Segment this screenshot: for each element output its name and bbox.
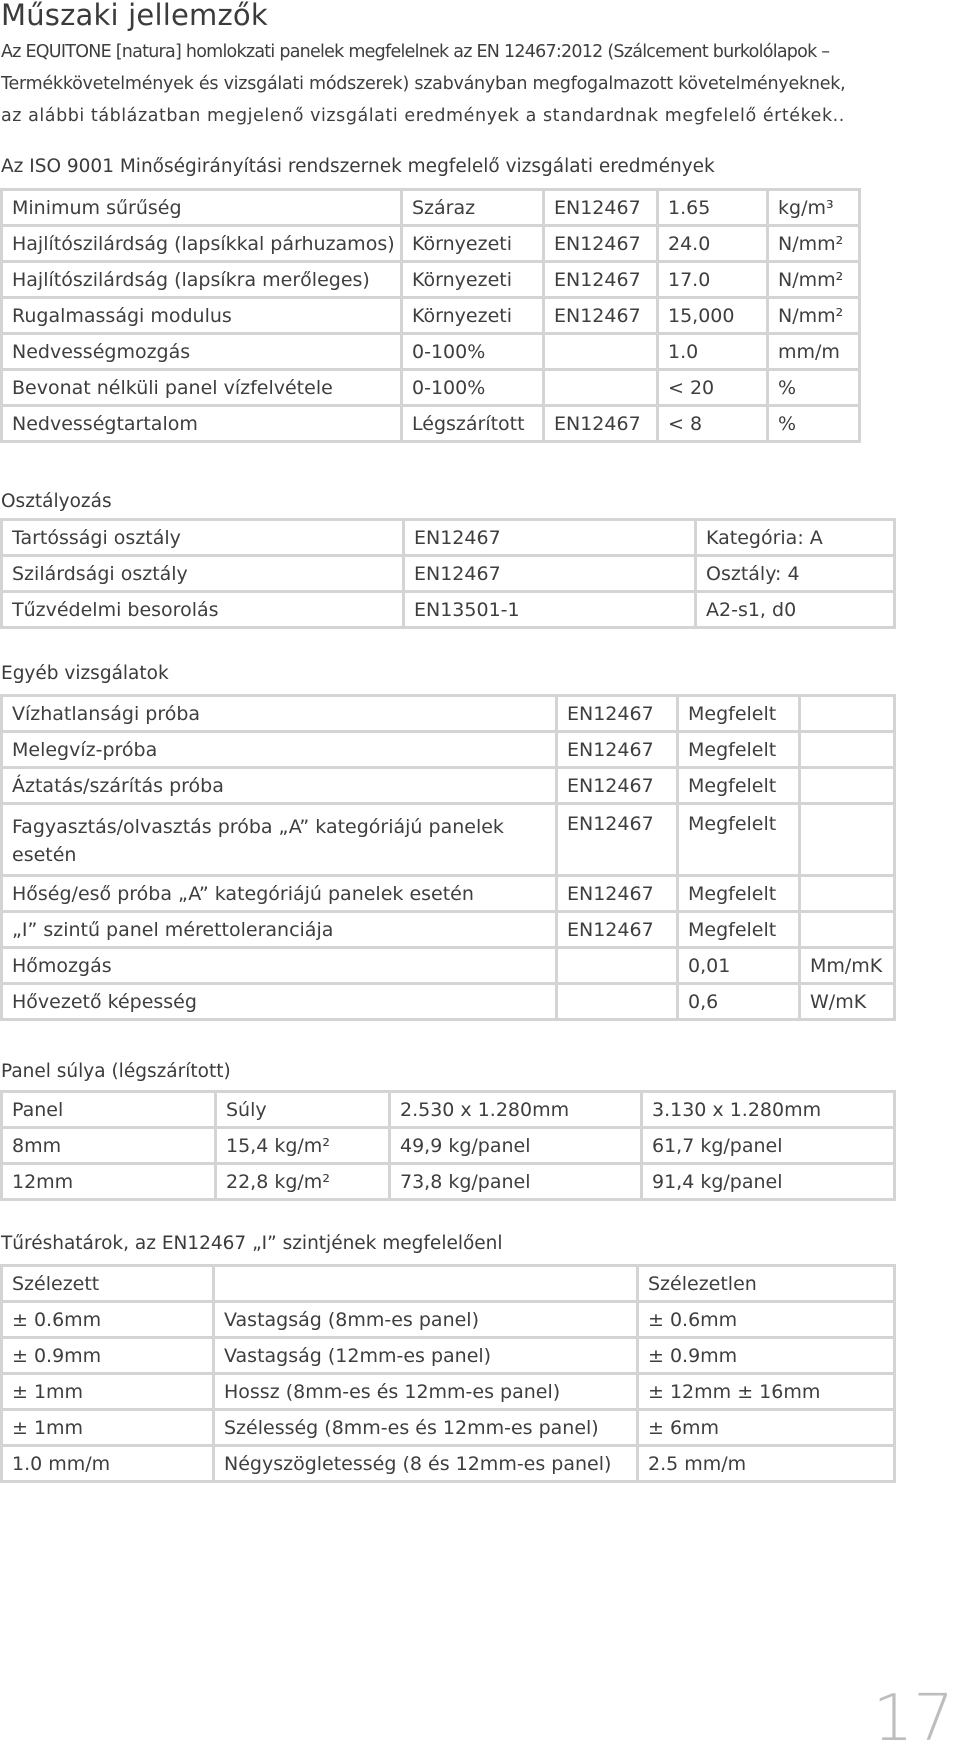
table-cell: Vastagság (8mm-es panel) bbox=[214, 1302, 638, 1338]
table-row bbox=[2, 556, 895, 592]
table-cell: ± 0.6mm bbox=[2, 1302, 214, 1338]
table-cell: Tűzvédelmi besorolás bbox=[2, 592, 404, 628]
table-cell: 91,4 kg/panel bbox=[642, 1164, 895, 1200]
table-cell: < 20 bbox=[658, 370, 768, 406]
page-title: Műszaki jellemzők bbox=[1, 0, 268, 32]
table-cell: 0,6 bbox=[678, 984, 800, 1020]
table-cell: EN12467 bbox=[557, 804, 678, 876]
table-cell: 1.0 bbox=[658, 334, 768, 370]
table-cell bbox=[544, 370, 658, 406]
table-cell: N/mm² bbox=[768, 262, 860, 298]
iso-results-table bbox=[0, 188, 861, 443]
table-cell bbox=[557, 984, 678, 1020]
table-cell: Környezeti bbox=[402, 298, 544, 334]
table-cell: ± 1mm bbox=[2, 1374, 214, 1410]
table-cell: Melegvíz-próba bbox=[2, 732, 557, 768]
table-cell: N/mm² bbox=[768, 226, 860, 262]
table-cell: Környezeti bbox=[402, 262, 544, 298]
table-row bbox=[2, 520, 895, 556]
table-cell bbox=[800, 768, 895, 804]
table-cell: Szélezetlen bbox=[638, 1266, 895, 1302]
table-row bbox=[2, 298, 860, 334]
table-cell: Hajlítószilárdság (lapsíkkal párhuzamos) bbox=[2, 226, 402, 262]
table-cell: ± 1mm bbox=[2, 1410, 214, 1446]
table-cell: 17.0 bbox=[658, 262, 768, 298]
table-cell: EN12467 bbox=[557, 768, 678, 804]
table-cell bbox=[800, 804, 895, 876]
table-cell: Vastagság (12mm-es panel) bbox=[214, 1338, 638, 1374]
table-row bbox=[2, 732, 895, 768]
table-cell: Megfelelt bbox=[678, 732, 800, 768]
table-cell bbox=[800, 912, 895, 948]
table-cell: 8mm bbox=[2, 1128, 216, 1164]
table-cell: EN12467 bbox=[557, 696, 678, 732]
table-row bbox=[2, 768, 895, 804]
table-row bbox=[2, 190, 860, 226]
table-cell: EN12467 bbox=[557, 732, 678, 768]
table-cell: 49,9 kg/panel bbox=[390, 1128, 642, 1164]
table-row bbox=[2, 1446, 895, 1482]
table-cell: Vízhatlansági próba bbox=[2, 696, 557, 732]
intro-line: Az EQUITONE [natura] homlokzati panelek megfelelnek az EN 12467:2012 (Szálcement burkolólapok – bbox=[1, 42, 830, 62]
table-row bbox=[2, 334, 860, 370]
table-row bbox=[2, 876, 895, 912]
table-row bbox=[2, 1266, 895, 1302]
table-cell: EN13501-1 bbox=[404, 592, 696, 628]
intro-line: az alábbi táblázatban megjelenő vizsgálati eredmények a standardnak megfelelő értékek.. bbox=[1, 106, 845, 126]
classification-heading: Osztályozás bbox=[1, 491, 112, 512]
table-row bbox=[2, 1302, 895, 1338]
table-row bbox=[2, 696, 895, 732]
table-row bbox=[2, 1410, 895, 1446]
table-cell: EN12467 bbox=[557, 912, 678, 948]
table-cell: Négyszögletesség (8 és 12mm-es panel) bbox=[214, 1446, 638, 1482]
table-cell: Nedvességmozgás bbox=[2, 334, 402, 370]
classification-table bbox=[0, 518, 896, 629]
intro-paragraph bbox=[1, 36, 931, 132]
table-cell: Száraz bbox=[402, 190, 544, 226]
other-tests-heading: Egyéb vizsgálatok bbox=[1, 663, 169, 684]
table-cell: Szélezett bbox=[2, 1266, 214, 1302]
table-row bbox=[2, 1164, 895, 1200]
table-cell: EN12467 bbox=[544, 406, 658, 442]
table-cell: 0-100% bbox=[402, 334, 544, 370]
table-row bbox=[2, 370, 860, 406]
table-cell bbox=[544, 334, 658, 370]
table-cell: 2.5 mm/m bbox=[638, 1446, 895, 1482]
table-cell: 15,4 kg/m² bbox=[216, 1128, 390, 1164]
table-cell: W/mK bbox=[800, 984, 895, 1020]
table-cell: Szilárdsági osztály bbox=[2, 556, 404, 592]
table-cell: Hőmozgás bbox=[2, 948, 557, 984]
table-cell: Kategória: A bbox=[696, 520, 895, 556]
table-cell: 12mm bbox=[2, 1164, 216, 1200]
table-cell: Megfelelt bbox=[678, 912, 800, 948]
table-cell: 61,7 kg/panel bbox=[642, 1128, 895, 1164]
table-row bbox=[2, 262, 860, 298]
table-cell: Bevonat nélküli panel vízfelvétele bbox=[2, 370, 402, 406]
table-cell: 24.0 bbox=[658, 226, 768, 262]
table-row bbox=[2, 226, 860, 262]
table-cell: Rugalmassági modulus bbox=[2, 298, 402, 334]
iso-heading: Az ISO 9001 Minőségirányítási rendszernek megfelelő vizsgálati eredmények bbox=[1, 156, 715, 177]
table-cell: Minimum sűrűség bbox=[2, 190, 402, 226]
table-cell: A2-s1, d0 bbox=[696, 592, 895, 628]
panel-weight-table bbox=[0, 1090, 896, 1201]
table-row bbox=[2, 984, 895, 1020]
table-cell: EN12467 bbox=[544, 298, 658, 334]
table-cell: Megfelelt bbox=[678, 768, 800, 804]
table-cell: Nedvességtartalom bbox=[2, 406, 402, 442]
table-cell bbox=[800, 696, 895, 732]
table-cell bbox=[214, 1266, 638, 1302]
table-cell: Hőség/eső próba „A” kategóriájú panelek esetén bbox=[2, 876, 557, 912]
table-cell: 73,8 kg/panel bbox=[390, 1164, 642, 1200]
table-row bbox=[2, 1128, 895, 1164]
table-cell: % bbox=[768, 406, 860, 442]
table-cell: ± 0.6mm bbox=[638, 1302, 895, 1338]
table-cell: 15,000 bbox=[658, 298, 768, 334]
table-cell: Megfelelt bbox=[678, 696, 800, 732]
table-row bbox=[2, 948, 895, 984]
table-cell: Megfelelt bbox=[678, 804, 800, 876]
table-cell bbox=[800, 876, 895, 912]
table-cell: Tartóssági osztály bbox=[2, 520, 404, 556]
table-cell: EN12467 bbox=[544, 262, 658, 298]
table-cell: 2.530 x 1.280mm bbox=[390, 1092, 642, 1128]
table-cell: EN12467 bbox=[404, 520, 696, 556]
table-cell: Hővezető képesség bbox=[2, 984, 557, 1020]
tolerance-heading: Tűréshatárok, az EN12467 „I” szintjének megfelelőenl bbox=[1, 1233, 503, 1254]
table-cell: Környezeti bbox=[402, 226, 544, 262]
table-cell: Mm/mK bbox=[800, 948, 895, 984]
table-row bbox=[2, 1092, 895, 1128]
table-cell: ± 6mm bbox=[638, 1410, 895, 1446]
table-row bbox=[2, 592, 895, 628]
table-row bbox=[2, 406, 860, 442]
table-cell: ± 0.9mm bbox=[2, 1338, 214, 1374]
table-cell: EN12467 bbox=[544, 226, 658, 262]
table-row bbox=[2, 1338, 895, 1374]
table-cell: N/mm² bbox=[768, 298, 860, 334]
table-cell: kg/m³ bbox=[768, 190, 860, 226]
table-cell: Súly bbox=[216, 1092, 390, 1128]
panel-weight-heading: Panel súlya (légszárított) bbox=[1, 1061, 231, 1082]
table-cell: ± 12mm ± 16mm bbox=[638, 1374, 895, 1410]
table-cell: mm/m bbox=[768, 334, 860, 370]
table-cell: % bbox=[768, 370, 860, 406]
table-cell: < 8 bbox=[658, 406, 768, 442]
table-cell: 3.130 x 1.280mm bbox=[642, 1092, 895, 1128]
table-cell: Légszárított bbox=[402, 406, 544, 442]
tolerance-table bbox=[0, 1264, 896, 1483]
table-row bbox=[2, 804, 895, 876]
table-cell: Hajlítószilárdság (lapsíkra merőleges) bbox=[2, 262, 402, 298]
intro-line: Termékkövetelmények és vizsgálati módszerek) szabványban megfogalmazott követelményeknek, bbox=[1, 74, 846, 94]
table-row bbox=[2, 912, 895, 948]
table-cell: EN12467 bbox=[404, 556, 696, 592]
table-cell: 1.65 bbox=[658, 190, 768, 226]
table-cell: 0,01 bbox=[678, 948, 800, 984]
table-cell: Osztály: 4 bbox=[696, 556, 895, 592]
table-cell: EN12467 bbox=[544, 190, 658, 226]
table-cell: Megfelelt bbox=[678, 876, 800, 912]
table-cell: 0-100% bbox=[402, 370, 544, 406]
table-cell: Szélesség (8mm-es és 12mm-es panel) bbox=[214, 1410, 638, 1446]
table-cell: Fagyasztás/olvasztás próba „A” kategóriájú panelek esetén bbox=[2, 804, 557, 876]
table-cell: ± 0.9mm bbox=[638, 1338, 895, 1374]
other-tests-table bbox=[0, 694, 896, 1021]
table-cell: Panel bbox=[2, 1092, 216, 1128]
table-cell bbox=[557, 948, 678, 984]
page-number: 17 bbox=[872, 1682, 954, 1756]
table-cell: „I” szintű panel mérettoleranciája bbox=[2, 912, 557, 948]
table-cell: Áztatás/szárítás próba bbox=[2, 768, 557, 804]
table-row bbox=[2, 1374, 895, 1410]
table-cell: 22,8 kg/m² bbox=[216, 1164, 390, 1200]
table-cell: 1.0 mm/m bbox=[2, 1446, 214, 1482]
table-cell: EN12467 bbox=[557, 876, 678, 912]
table-cell bbox=[800, 732, 895, 768]
table-cell: Hossz (8mm-es és 12mm-es panel) bbox=[214, 1374, 638, 1410]
